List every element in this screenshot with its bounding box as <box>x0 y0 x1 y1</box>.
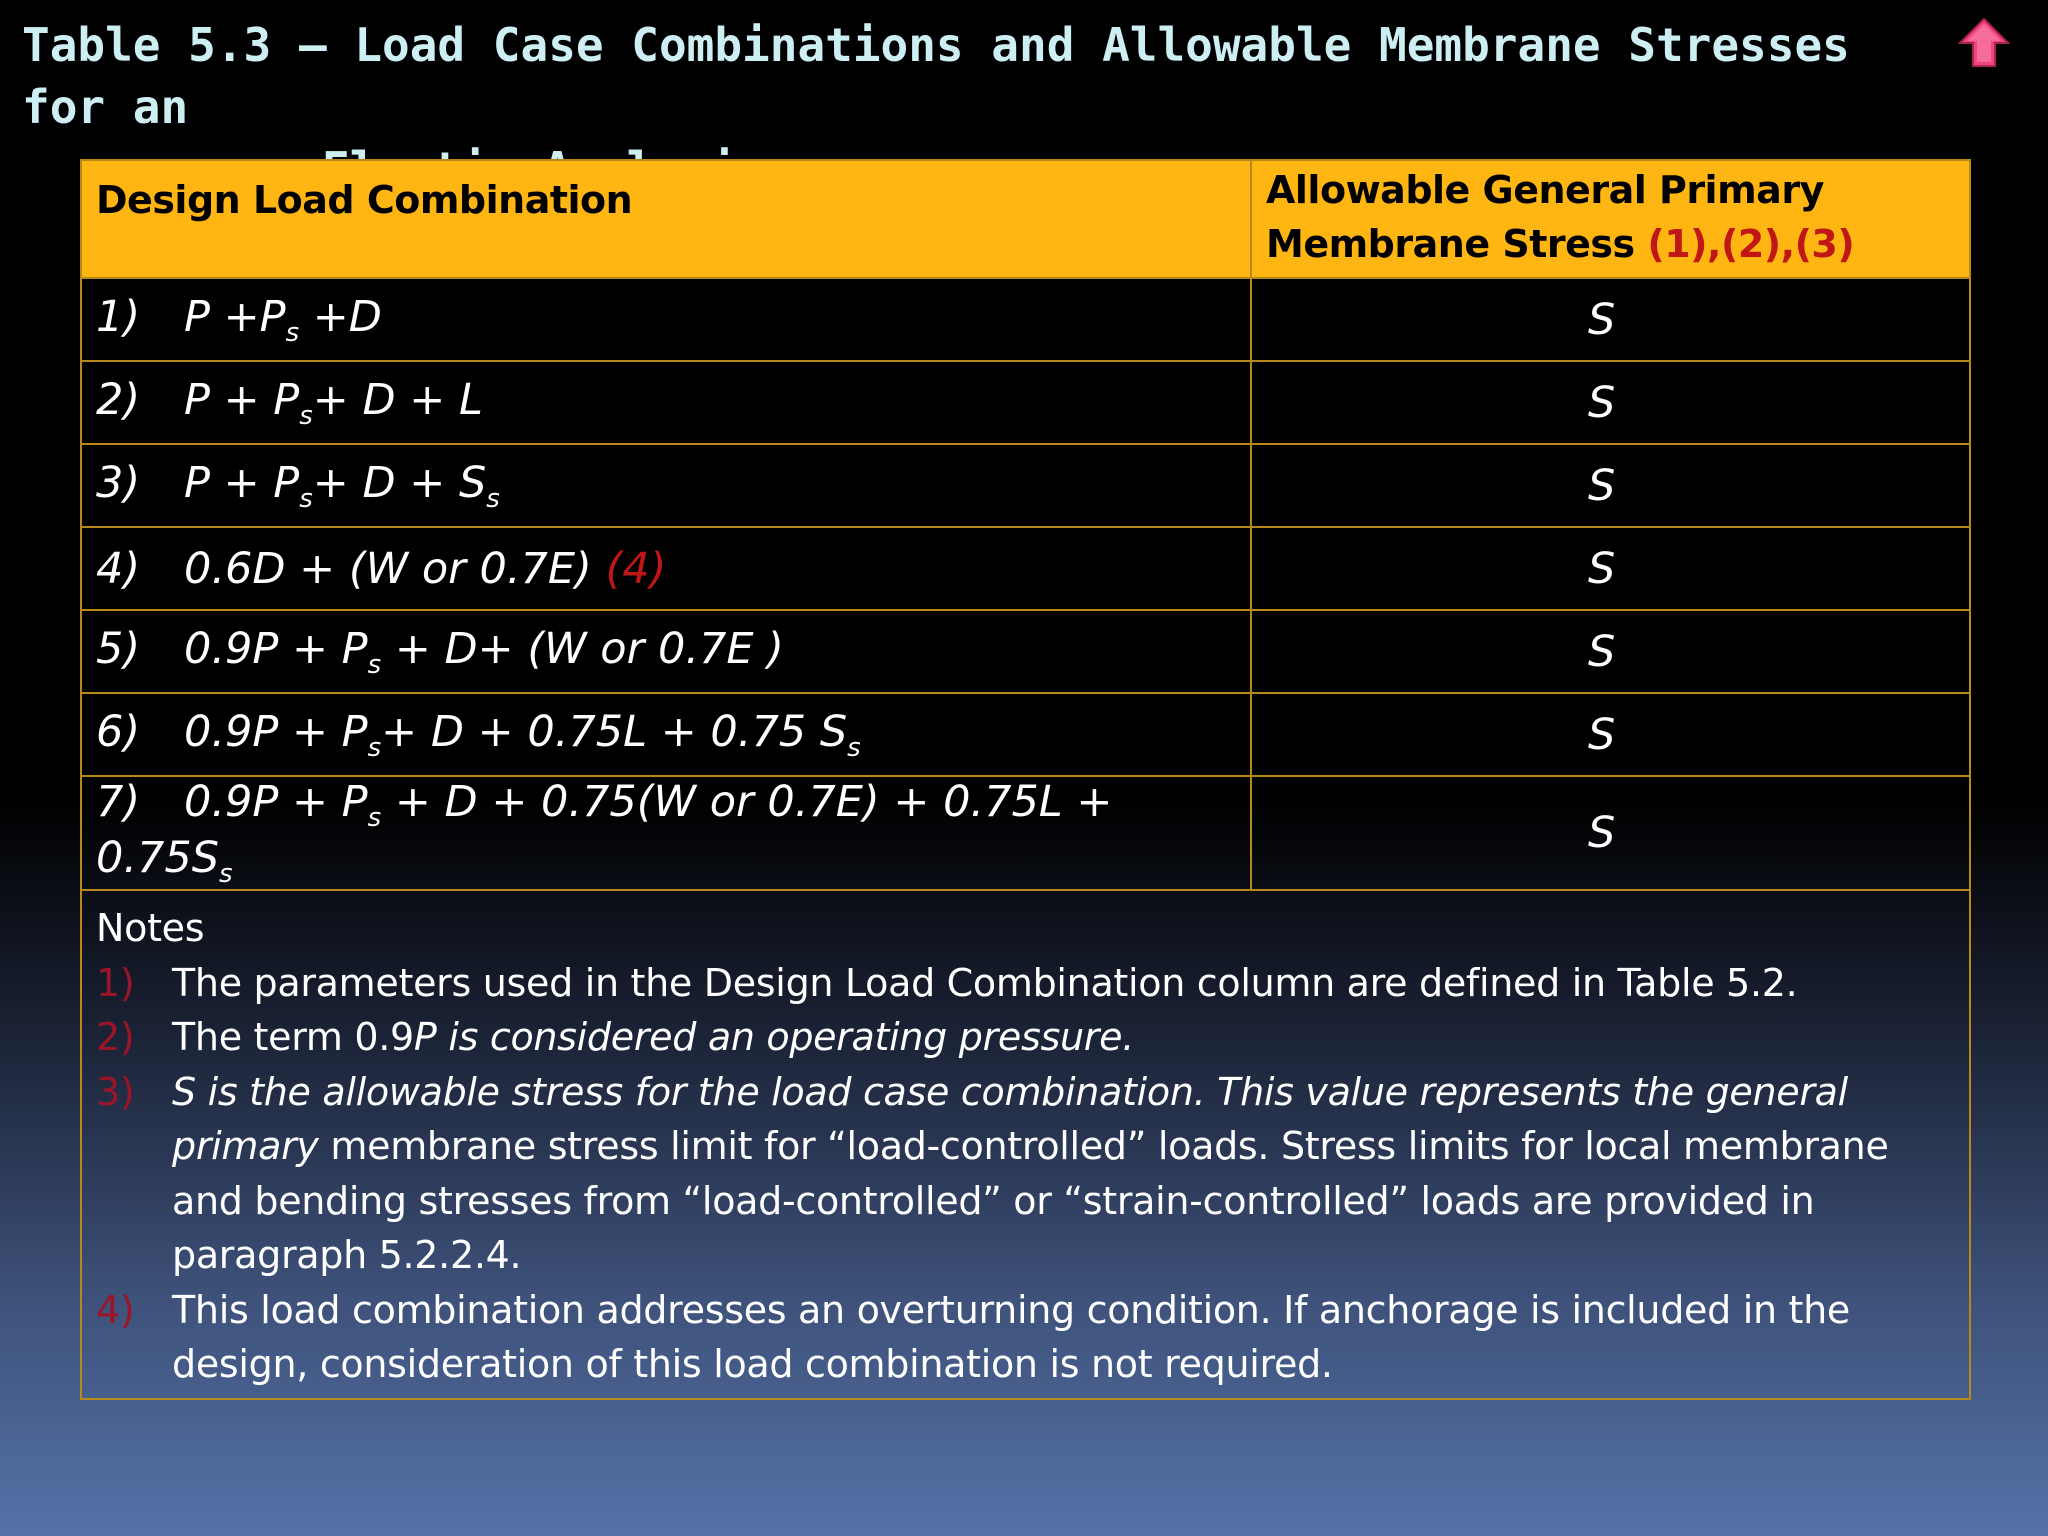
formula-cell: 7) $0.9P + P_s + D + 0.75(W$ or $0.7E) + 0.75L + 0.75S_s$ <box>81 776 1251 890</box>
formula-cell: 1) $P +P_s +D$ <box>81 278 1251 361</box>
title-line-1: Table 5.3 – Load Case Combinations and Allowable Membrane Stresses for an <box>22 18 1850 134</box>
formula-cell: 2) $P + P_s+ D + L$ <box>81 361 1251 444</box>
table-row <box>81 361 1970 444</box>
table-row <box>81 693 1970 776</box>
up-arrow-icon[interactable] <box>1956 16 2012 72</box>
table-row <box>81 444 1970 527</box>
formula-cell: 5) $0.9P + P_s + D+ (W$ or 0.7E ) <box>81 610 1251 693</box>
table-row <box>81 527 1970 610</box>
allowable-cell: S <box>1251 693 1970 776</box>
table-row <box>81 610 1970 693</box>
note-item: 4) This load combination addresses an overturning condition. If anchorage is included in the design, consideration of this load combination is not required. <box>96 1287 1850 1386</box>
allowable-cell: S <box>1251 527 1970 610</box>
allowable-cell: S <box>1251 444 1970 527</box>
load-combinations-table <box>80 159 1971 1400</box>
note-item: 3) S is the allowable stress for the load case combination. This value represents the general primary membrane stress limit for “load-controlled” loads. Stress limits for local membrane and bending stresses from “load-controlled” or “strain-controlled” loads are provided in paragraph 5.2.2.4. <box>96 1069 1889 1277</box>
notes-row <box>81 890 1970 1399</box>
header-design-load-combination: Design Load Combination <box>81 160 1251 278</box>
allowable-cell: S <box>1251 610 1970 693</box>
table-row <box>81 278 1970 361</box>
header-refs: (1),(2),(3) <box>1647 222 1855 266</box>
formula-cell: 4) 0.6D + (W or 0.7E) (4) <box>81 527 1251 610</box>
note-item: 1) The parameters used in the Design Load Combination column are defined in Table 5.2. <box>96 960 1798 1005</box>
table-header <box>81 160 1970 278</box>
notes-title: Notes <box>96 906 205 950</box>
note-item: 2) The term 0.9P is considered an operating pressure. <box>96 1015 1134 1059</box>
allowable-cell: S <box>1251 278 1970 361</box>
allowable-cell: S <box>1251 776 1970 890</box>
header-allowable-stress: Allowable General Primary Membrane Stress (1),(2),(3) <box>1251 160 1970 278</box>
formula-cell: 6) $0.9P + P_s+ D + 0.75L + 0.75$ $S_s$ <box>81 693 1251 776</box>
formula-cell: 3) $P + P_s+ D + S_s$ <box>81 444 1251 527</box>
table-row <box>81 776 1970 890</box>
allowable-cell: S <box>1251 361 1970 444</box>
notes-cell <box>81 890 1970 1399</box>
